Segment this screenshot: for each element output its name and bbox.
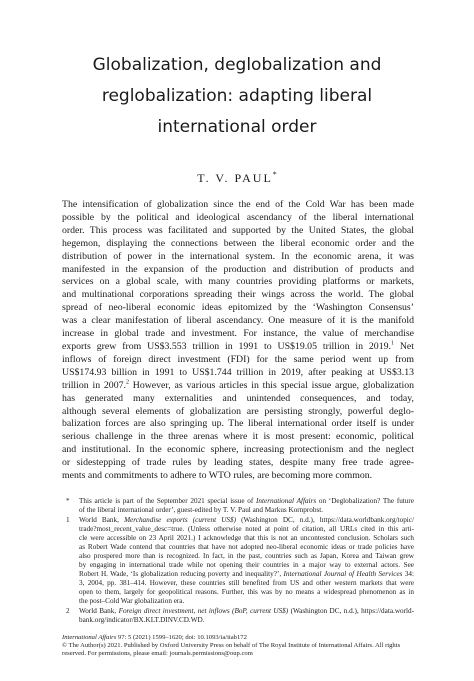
footnote-text: This article is part of the September 2021 special issue of <box>79 497 257 505</box>
body-line-with-footnote <box>62 341 414 354</box>
footnote-number: 1 <box>66 516 70 524</box>
footnote-line <box>79 597 414 606</box>
footnote-text: cle were accessible on 23 April 2021.) I acknowledge that this is not an uncontested conclusion. Scholars such <box>79 534 414 542</box>
footnote-line <box>79 525 414 534</box>
body-line: has generated many externalities and unintended consequences, and today, <box>62 392 414 404</box>
body-line-text: trillion in 2007. <box>62 379 126 391</box>
footnote-text: (Washington DC, n.d.), https://data.worldbank.org/topic/ <box>235 516 414 524</box>
body-line: and institutional. In the economic sphere, increasing protectionism and the neglect <box>62 444 414 456</box>
footnote-line <box>79 607 414 616</box>
footnote-italic-text: International Journal of Health Services <box>283 570 403 578</box>
permissions-line: reserved. For permissions, please email: journals.permissions@oup.com <box>62 650 253 658</box>
footnote-text: as Robert Wade contend that countries that have not adopted neo-liberal economic ideas or trade policies have <box>79 543 414 551</box>
body-line: hegemon, displaying the connections between the liberal economic order and the <box>62 237 414 249</box>
footnote-line <box>79 579 414 588</box>
footnote-text: 34: <box>402 570 415 578</box>
footnote-text: 3, 2004, pp. 381–414. However, these countries still benefited from US and other western markets that were <box>79 579 414 587</box>
footnote-text: also prospered more than is recognized. In fact, in the past, countries such as Japan, Korea and Taiwan grew <box>79 552 414 560</box>
footnote-line <box>79 516 414 525</box>
body-line: US$174.93 billion in 1991 to US$1.744 trillion in 2019, after peaking at US$3.13 <box>62 366 414 378</box>
footnote-text: of the liberal international order’, guest-edited by T. V. Paul and Markus Kornprobst. <box>79 506 324 514</box>
footnote-line <box>79 588 414 597</box>
footnote-text: World Bank, <box>79 607 119 615</box>
footnote-line <box>79 497 414 506</box>
footnote-ref-1[interactable]: 1 <box>390 340 394 347</box>
body-line: services on a global scale, with many countries providing platforms or markets, <box>62 276 414 288</box>
footnote-line <box>79 506 414 515</box>
body-line: distribution of power in the international system. In the economic arena, it was <box>62 250 414 262</box>
footnote <box>62 497 414 515</box>
footnote-number: * <box>66 497 70 505</box>
footnote-italic-text: Foreign direct investment, net inflows (BoP, current US$) <box>118 607 289 615</box>
body-text <box>62 199 414 483</box>
body-line: manifested in the expansion of the production and distribution of products and <box>62 263 414 275</box>
author-footnote-mark: * <box>272 170 277 179</box>
body-line: although several elements of globalization are persisting strongly, powerful deglo- <box>62 405 414 417</box>
body-line: order. This process was facilitated and supported by the United States, the global <box>62 224 414 236</box>
author-name <box>0 170 474 186</box>
body-line-text: exports grew from US$3.553 trillion in 1991 to US$19.05 trillion in 2019. <box>62 340 391 352</box>
footnote-line <box>79 543 414 552</box>
body-line-text: However, as various articles in this special issue argue, globalization <box>128 379 414 391</box>
footnote-text: (Washington DC, n.d.), https://data.world- <box>288 607 414 615</box>
footnote-text: World Bank, <box>79 516 125 524</box>
footnote-text: trade?most_recent_value_desc=true. (Unless otherwise noted at point of citation, all URLs cited in this arti- <box>79 525 414 533</box>
footnote <box>62 607 414 625</box>
copyright-line: © The Author(s) 2021. Published by Oxford University Press on behalf of The Royal Institute of International Affairs. All rights <box>62 642 401 650</box>
footnote-text: by engaging in international trade while not opening their countries in a major way to external actors. See <box>79 561 414 569</box>
title-line: international order <box>157 117 317 137</box>
footnote-italic-text: Merchandise exports (current US$) <box>124 516 236 524</box>
body-line: The intensification of globalization since the end of the Cold War has been made <box>62 199 414 210</box>
citation-details: 97: 5 (2021) 1599–1620; doi: 10.1093/ia/iiab172 <box>116 634 247 641</box>
footnote <box>62 516 414 606</box>
footnotes <box>62 497 414 626</box>
body-line-text: Net <box>393 340 414 352</box>
footnote-line <box>79 616 414 625</box>
body-line: increase in global trade and investment. For instance, the value of merchandise <box>62 328 414 340</box>
footnote-ref-2[interactable]: 2 <box>125 379 129 386</box>
author-name-text: T. V. PAUL <box>197 171 273 185</box>
body-line: possible by the political and ideological ascendancy of the liberal international <box>62 211 414 223</box>
footnote-text: the post–Cold War globalization era. <box>79 597 185 605</box>
body-line: ments and commitments to adhere to WTO rules, are becoming more common. <box>62 470 373 482</box>
body-line: was a clear manifestation of liberal ascendancy. One measure of it is the manifold <box>62 315 414 327</box>
body-line: inflows of foreign direct investment (FDI) for the same period went up from <box>62 353 414 365</box>
body-line: serious challenge in the three arenas where it is most present: economic, political <box>62 431 414 443</box>
body-line: balization forces are also springing up. The liberal international order itself is under <box>62 418 414 430</box>
publication-info <box>62 634 414 659</box>
article-title <box>60 50 414 143</box>
footnote-text: open to them, largely for geopolitical reasons. Further, this was by no means a widespread phenomenon as in <box>79 588 414 596</box>
footnote-line <box>79 534 414 543</box>
footnote-italic-text: International Affairs <box>256 497 317 505</box>
footnote-text: bank.org/indicator/BX.KLT.DINV.CD.WD. <box>79 616 205 624</box>
footnote-line <box>79 552 414 561</box>
footnote-number: 2 <box>66 607 70 615</box>
body-line: or sidestepping of trade rules by leading states, despite many free trade agree- <box>62 457 414 469</box>
title-line: Globalization, deglobalization and <box>92 55 382 75</box>
body-line: and multinational corporations spreading their wings across the world. The global <box>62 289 414 301</box>
body-line: spread of neo-liberal economic ideas epitomized by the ‘Washington Consensus’ <box>62 302 414 314</box>
title-line: reglobalization: adapting liberal <box>101 86 373 106</box>
footnote-text: on ‘Deglobalization? The future <box>316 497 414 505</box>
footnote-line <box>79 570 414 579</box>
body-line-with-footnote <box>62 380 414 393</box>
footnote-text: Robert H. Wade, ‘Is globalization reducing poverty and inequality?’, <box>79 570 284 578</box>
journal-name: International Affairs <box>62 634 117 641</box>
footnote-line <box>79 561 414 570</box>
citation-line <box>62 634 414 642</box>
